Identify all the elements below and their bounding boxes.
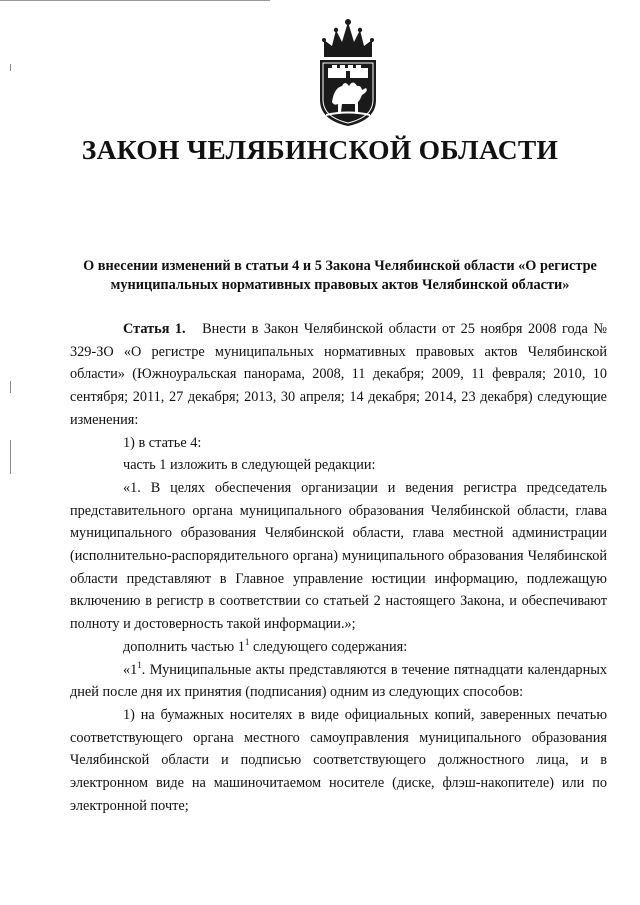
part-1-text: «1. В целях обеспечения организации и ведения регистра председатель представительного органа муниципального образования Челябинской области, глава муниципального образования Челябинской области, глава местной администрации (исполнительно-распорядительного органа) муниципального образования Челябинской области представляют в Главное управление юстиции информацию, подлежащую включению в регистр в соответствии со статьей 2 настоящего Закона, и обеспечивают полноту и достоверность такой информации.»;	[70, 479, 607, 633]
article-paragraph	[70, 318, 607, 432]
new-part-paragraph	[70, 659, 607, 704]
supplement-after: следующего содержания:	[249, 638, 408, 655]
subtitle-line: О внесении изменений в статьи 4 и 5 Закона Челябинской области «О регистре	[83, 258, 597, 274]
supplement-sup: 1	[244, 637, 250, 648]
new-part-sup: 1	[137, 659, 142, 670]
subtitle-line: муниципальных нормативных правовых актов Челябинской области»	[110, 277, 570, 293]
article-text: Внести в Закон Челябинской области от 25 ноября 2008 года № 329-ЗО «О регистре муниципальных нормативных правовых актов Челябинской области» (Южноуральская панорама, 2008, 11 декабря; 2009, 11 февраля; 2010, 10 сентября; 2011, 27 декабря; 2013, 30 апреля; 14 декабря; 2014, 23 декабря) следующие изменения:	[70, 321, 607, 428]
chelyabinsk-coat-of-arms-icon	[310, 16, 386, 128]
scan-mark	[10, 381, 11, 393]
scan-top-line	[0, 0, 270, 1]
item-1: 1) в статье 4:	[123, 434, 202, 451]
supplement-before: дополнить частью 1	[123, 638, 245, 655]
supplement-paragraph	[70, 636, 607, 659]
new-part-prefix: «1	[123, 661, 138, 678]
subitem-1: 1) на бумажных носителях в виде официальных копий, заверенных печатью соответствующего органа местного самоуправления муниципального образования Челябинской области и подписью соответствующего должностного лица, и в электронном виде на машиночитаемом носителе (диске, флэш-накопителе) или по электронной почте;	[70, 706, 607, 814]
article-label: Статья 1.	[123, 321, 186, 337]
scan-mark	[10, 440, 11, 474]
scan-mark	[10, 64, 11, 71]
part-1-intro: часть 1 изложить в следующей редакции:	[123, 457, 376, 474]
law-subtitle	[60, 257, 620, 295]
law-body	[70, 318, 607, 817]
law-title: ЗАКОН ЧЕЛЯБИНСКОЙ ОБЛАСТИ	[81, 134, 559, 165]
new-part-text: . Муниципальные акты представляются в течение пятнадцати календарных дней после дня их принятия (подписания) одним из следующих способов:	[70, 661, 607, 701]
